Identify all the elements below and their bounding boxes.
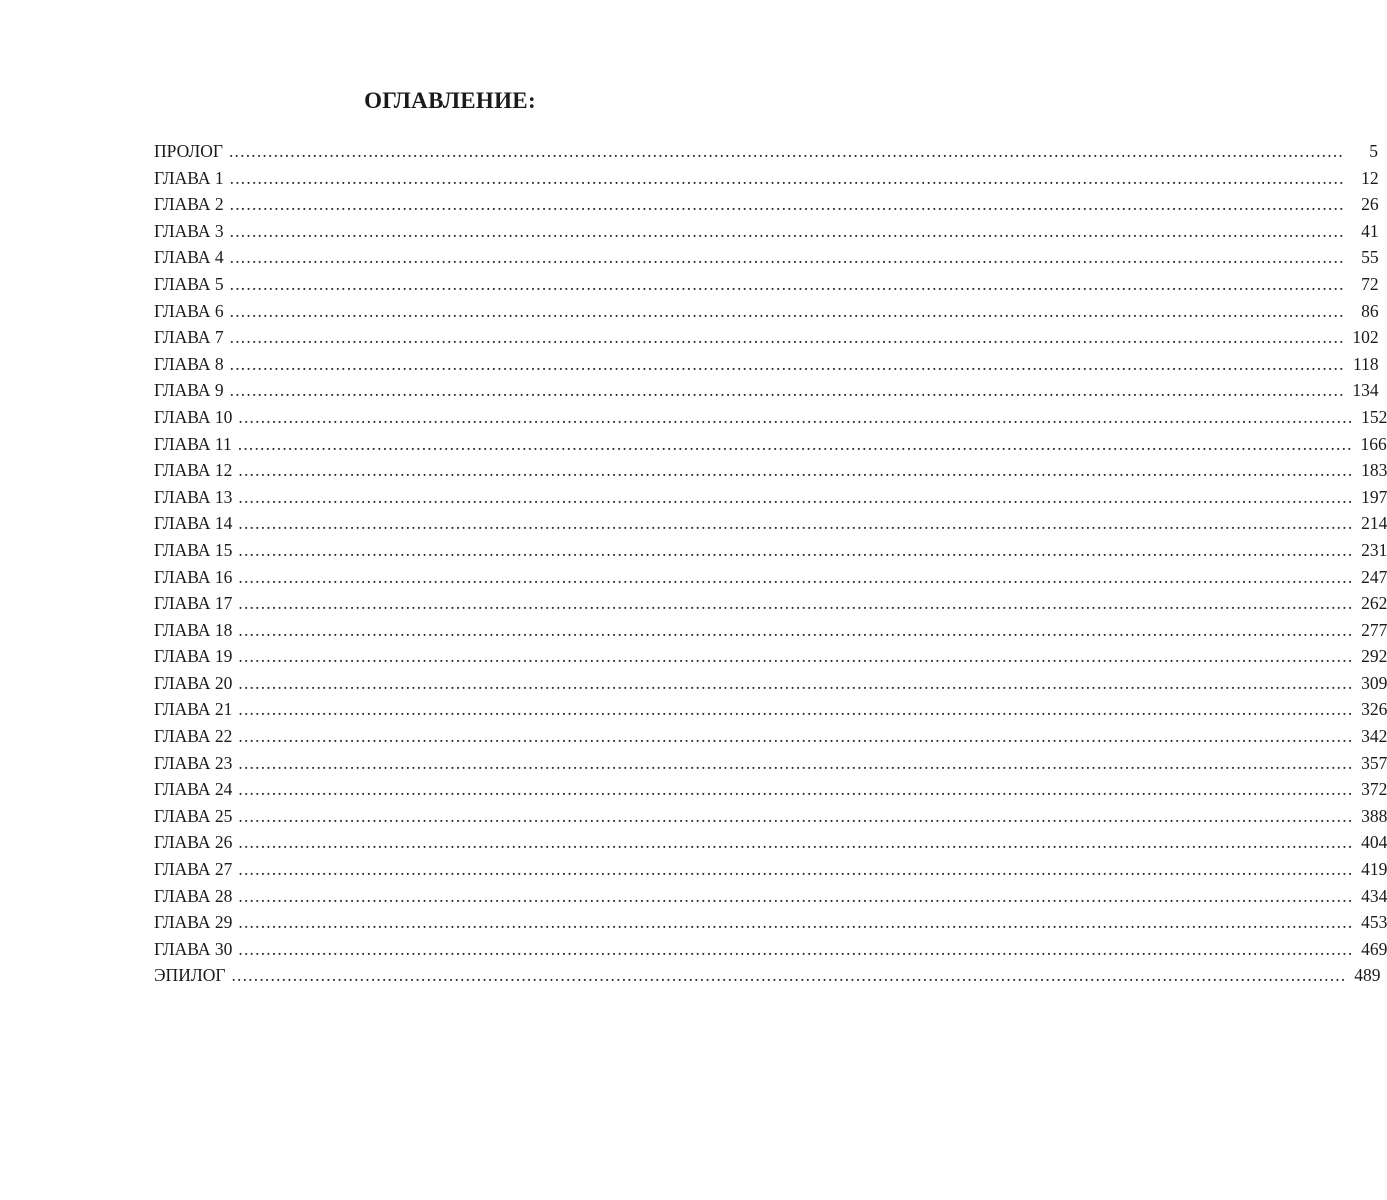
toc-entry-page-number: 12 <box>1361 167 1379 188</box>
toc-dot-leader: ........................................................................................................................................................................................................ <box>238 406 1354 427</box>
toc-entry-page-number: 72 <box>1361 273 1379 294</box>
toc-entry-page-number: 326 <box>1361 699 1387 720</box>
toc-entry-label: ГЛАВА 26 <box>154 832 233 853</box>
toc-dot-leader: ........................................................................................................................................................................................................ <box>238 486 1354 507</box>
toc-dot-leader: ........................................................................................................................................................................................................ <box>229 353 1345 374</box>
toc-dot-leader: ........................................................................................................................................................................................................ <box>229 167 1345 188</box>
toc-entry <box>154 670 1387 697</box>
toc-entry-page-number: 277 <box>1361 619 1387 640</box>
toc-dot-leader: ........................................................................................................................................................................................................ <box>238 646 1354 667</box>
toc-dot-leader: ........................................................................................................................................................................................................ <box>238 805 1354 826</box>
toc-entry-page-number: 214 <box>1361 513 1387 534</box>
toc-dot-leader: ........................................................................................................................................................................................................ <box>238 859 1354 880</box>
toc-entry-label: ГЛАВА 12 <box>154 460 233 481</box>
toc-entry-page-number: 247 <box>1361 566 1387 587</box>
toc-dot-leader: ........................................................................................................................................................................................................ <box>238 726 1354 747</box>
toc-dot-leader: ........................................................................................................................................................................................................ <box>238 752 1354 773</box>
toc-entry <box>154 750 1387 777</box>
toc-entry <box>154 696 1387 723</box>
toc-entry-page-number: 152 <box>1361 406 1387 427</box>
toc-dot-leader: ........................................................................................................................................................................................................ <box>238 832 1354 853</box>
toc-entry-label: ГЛАВА 5 <box>154 273 224 294</box>
toc-entry <box>154 909 1387 936</box>
toc-entry-label: ПРОЛОГ <box>154 141 223 161</box>
toc-entry <box>154 165 1379 192</box>
toc-entry-label: ГЛАВА 2 <box>154 194 224 215</box>
toc-dot-leader: ........................................................................................................................................................................................................ <box>238 672 1354 693</box>
toc-entry-label: ГЛАВА 27 <box>154 859 233 880</box>
toc-dot-leader: ........................................................................................................................................................................................................ <box>238 513 1354 534</box>
toc-entry <box>154 457 1387 484</box>
toc-entry <box>154 564 1387 591</box>
toc-entry-page-number: 183 <box>1361 460 1387 481</box>
toc-dot-leader: ........................................................................................................................................................................................................ <box>238 619 1354 640</box>
toc-entry-page-number: 372 <box>1361 779 1387 800</box>
toc-dot-leader: ........................................................................................................................................................................................................ <box>229 273 1345 294</box>
toc-dot-leader: ........................................................................................................................................................................................................ <box>238 912 1354 933</box>
toc-entry-label: ГЛАВА 20 <box>154 672 233 693</box>
toc-entry <box>154 510 1387 537</box>
toc-dot-leader: ........................................................................................................................................................................................................ <box>229 300 1345 321</box>
toc-entry <box>154 936 1387 963</box>
toc-dot-leader: ........................................................................................................................................................................................................ <box>229 194 1345 215</box>
toc-entry <box>154 643 1387 670</box>
toc-entry-label: ГЛАВА 23 <box>154 752 233 773</box>
toc-entry <box>154 962 1381 989</box>
toc-entry-page-number: 453 <box>1361 912 1387 933</box>
toc-entry-label: ГЛАВА 21 <box>154 699 233 720</box>
toc-entry-label: ГЛАВА 25 <box>154 805 233 826</box>
toc-entry <box>154 723 1387 750</box>
toc-entry-page-number: 388 <box>1361 805 1387 826</box>
toc-dot-leader: ........................................................................................................................................................................................................ <box>228 141 1344 161</box>
toc-entry-page-number: 419 <box>1361 859 1387 880</box>
toc-entry <box>154 590 1387 617</box>
toc-entry-page-number: 292 <box>1361 646 1387 667</box>
toc-entry-label: ГЛАВА 1 <box>154 167 224 188</box>
toc-entry-label: ГЛАВА 19 <box>154 646 233 667</box>
toc-entry <box>154 484 1387 511</box>
toc-entry <box>154 351 1379 378</box>
toc-entry-page-number: 231 <box>1361 539 1387 560</box>
toc-entry <box>154 377 1379 404</box>
toc-dot-leader: ........................................................................................................................................................................................................ <box>229 380 1345 401</box>
toc-dot-leader: ........................................................................................................................................................................................................ <box>229 247 1345 268</box>
toc-entry-page-number: 41 <box>1361 220 1379 241</box>
toc-entry-page-number: 489 <box>1354 965 1381 986</box>
toc-entry-page-number: 469 <box>1361 938 1387 959</box>
toc-dot-leader: ........................................................................................................................................................................................................ <box>238 779 1354 800</box>
toc-entry-page-number: 55 <box>1361 247 1379 268</box>
toc-entry-page-number: 342 <box>1361 726 1387 747</box>
toc-entry-page-number: 357 <box>1361 752 1387 773</box>
table-of-contents <box>154 138 1387 989</box>
toc-dot-leader: ........................................................................................................................................................................................................ <box>238 460 1354 481</box>
toc-dot-leader: ........................................................................................................................................................................................................ <box>238 566 1354 587</box>
toc-entry-page-number: 118 <box>1353 353 1379 374</box>
toc-entry <box>154 803 1387 830</box>
toc-entry-label: ГЛАВА 22 <box>154 726 233 747</box>
toc-entry-page-number: 166 <box>1360 433 1387 454</box>
toc-entry <box>154 271 1379 298</box>
toc-entry <box>154 324 1379 351</box>
toc-dot-leader: ........................................................................................................................................................................................................ <box>237 433 1353 454</box>
toc-entry-page-number: 434 <box>1361 885 1387 906</box>
toc-entry-label: ГЛАВА 9 <box>154 380 224 401</box>
toc-entry-page-number: 404 <box>1361 832 1387 853</box>
toc-entry <box>154 404 1387 431</box>
toc-dot-leader: ........................................................................................................................................................................................................ <box>238 885 1354 906</box>
toc-entry-page-number: 5 <box>1369 141 1378 161</box>
toc-dot-leader: ........................................................................................................................................................................................................ <box>238 938 1354 959</box>
toc-entry <box>154 218 1379 245</box>
toc-entry-label: ГЛАВА 30 <box>154 938 233 959</box>
toc-entry-page-number: 309 <box>1361 672 1387 693</box>
toc-dot-leader: ........................................................................................................................................................................................................ <box>229 327 1345 348</box>
toc-entry <box>154 829 1387 856</box>
toc-entry <box>154 537 1387 564</box>
toc-dot-leader: ........................................................................................................................................................................................................ <box>238 593 1354 614</box>
toc-entry-page-number: 134 <box>1352 380 1379 401</box>
toc-dot-leader: ........................................................................................................................................................................................................ <box>231 965 1347 986</box>
toc-dot-leader: ........................................................................................................................................................................................................ <box>238 699 1354 720</box>
toc-entry-label: ГЛАВА 3 <box>154 220 224 241</box>
toc-entry-label: ГЛАВА 15 <box>154 539 233 560</box>
toc-entry-label: ГЛАВА 29 <box>154 912 233 933</box>
toc-entry <box>154 244 1379 271</box>
toc-entry-label: ГЛАВА 8 <box>154 353 224 374</box>
toc-entry-page-number: 26 <box>1361 194 1379 215</box>
toc-entry-label: ГЛАВА 28 <box>154 885 233 906</box>
toc-entry <box>154 191 1379 218</box>
toc-entry-page-number: 102 <box>1352 327 1379 348</box>
toc-entry-label: ГЛАВА 6 <box>154 300 224 321</box>
toc-entry-label: ЭПИЛОГ <box>154 965 226 986</box>
toc-entry-label: ГЛАВА 10 <box>154 406 233 427</box>
toc-entry-label: ГЛАВА 24 <box>154 779 233 800</box>
toc-entry <box>154 883 1387 910</box>
toc-dot-leader: ........................................................................................................................................................................................................ <box>238 539 1354 560</box>
toc-entry <box>154 617 1387 644</box>
toc-entry-label: ГЛАВА 4 <box>154 247 224 268</box>
toc-entry-label: ГЛАВА 17 <box>154 593 233 614</box>
toc-dot-leader: ........................................................................................................................................................................................................ <box>229 220 1345 241</box>
toc-entry-label: ГЛАВА 18 <box>154 619 233 640</box>
toc-entry-label: ГЛАВА 11 <box>154 433 232 454</box>
toc-entry-page-number: 197 <box>1361 486 1387 507</box>
toc-entry-label: ГЛАВА 14 <box>154 513 233 534</box>
toc-entry <box>154 138 1378 165</box>
toc-entry-label: ГЛАВА 7 <box>154 327 224 348</box>
toc-entry-label: ГЛАВА 13 <box>154 486 233 507</box>
toc-entry <box>154 856 1387 883</box>
toc-entry-page-number: 86 <box>1361 300 1379 321</box>
toc-entry <box>154 776 1387 803</box>
toc-entry-page-number: 262 <box>1361 593 1387 614</box>
toc-entry <box>154 298 1379 325</box>
toc-entry <box>154 431 1387 458</box>
page-title: ОГЛАВЛЕНИЕ: <box>364 88 536 113</box>
toc-entry-label: ГЛАВА 16 <box>154 566 233 587</box>
